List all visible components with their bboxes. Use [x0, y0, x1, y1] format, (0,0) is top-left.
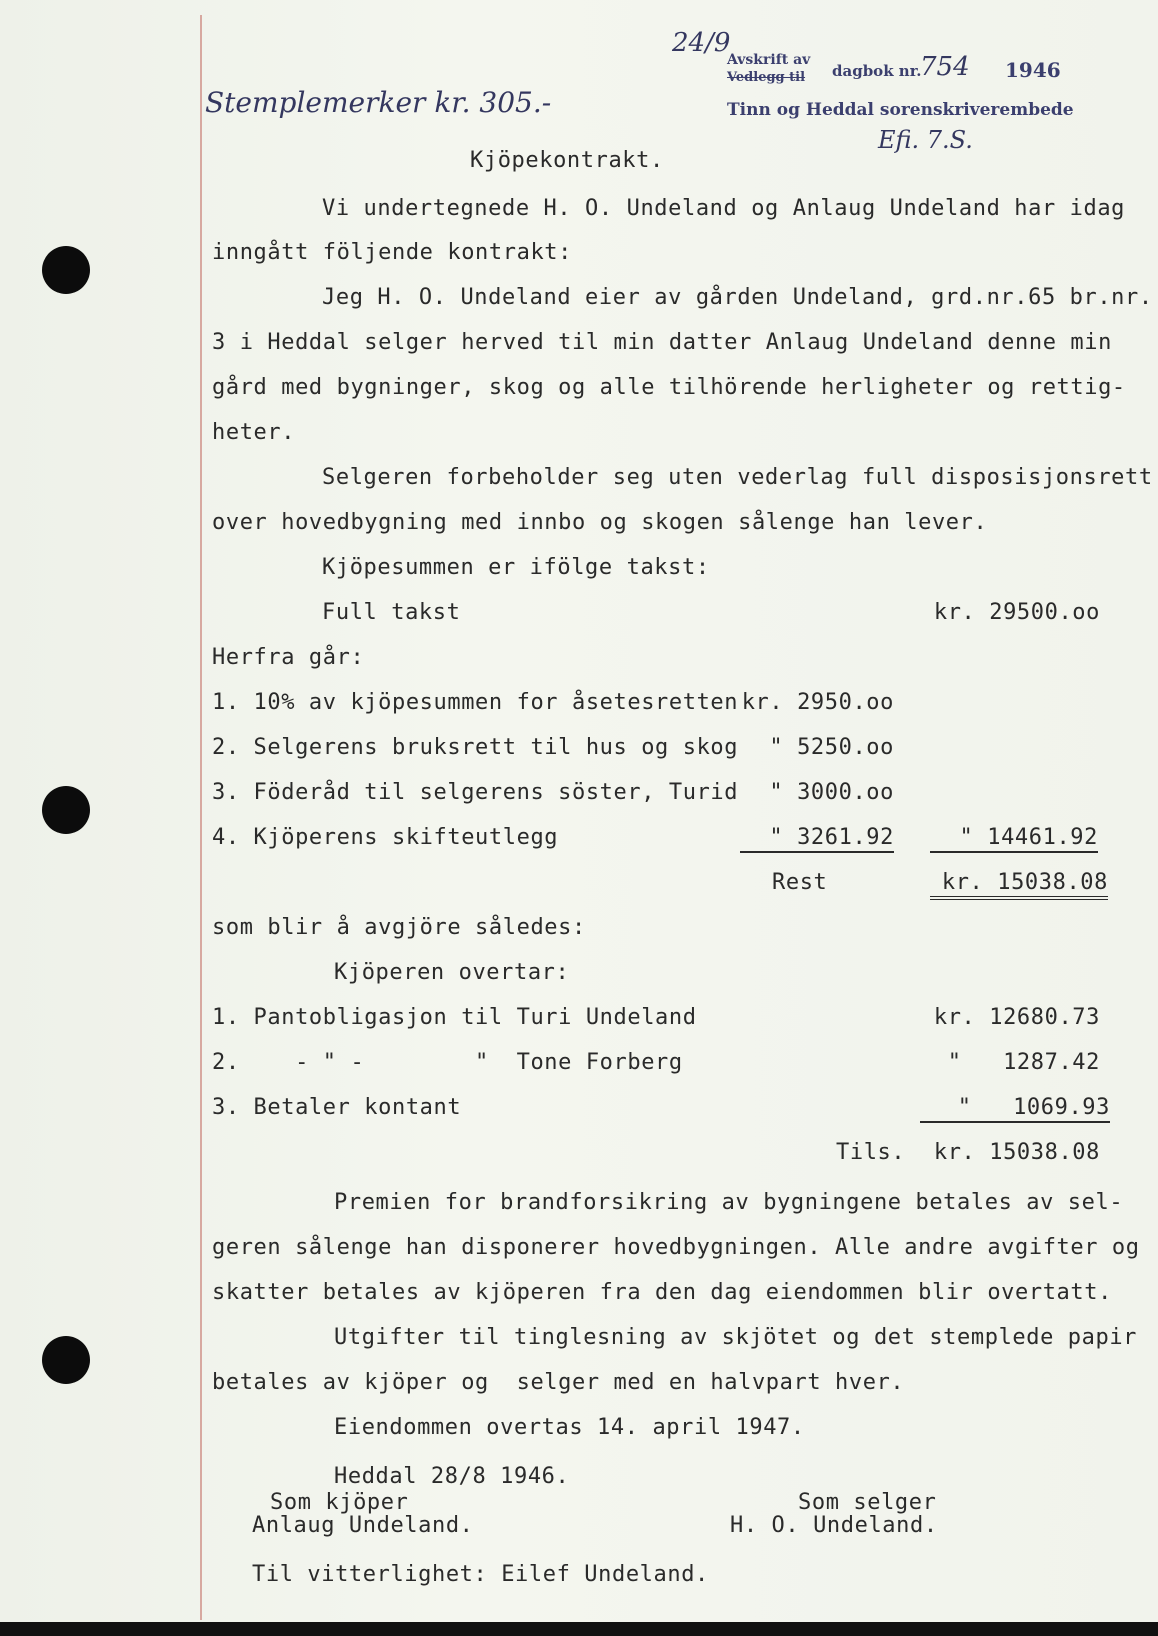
punch-hole-top	[42, 246, 90, 294]
buyer-role: Som kjöper	[270, 1490, 409, 1515]
stamp-dagbok-label: dagbok nr.	[832, 62, 922, 80]
margin-note-stamp-fee: Stemplemerker kr. 305.-	[205, 86, 552, 119]
para2-line-1: Selgeren forbeholder seg uten vederlag full disposisjonsrett	[322, 465, 1153, 490]
deduction-item-2-label: 2. Selgerens bruksrett til hus og skog	[212, 735, 739, 760]
stamp-date-handwritten: 24/9	[672, 28, 731, 58]
place-date: Heddal 28/8 1946.	[334, 1464, 570, 1489]
closing3-line: Eiendommen overtas 14. april 1947.	[334, 1415, 805, 1440]
rest-amount: kr. 15038.08	[930, 870, 1108, 900]
settlement-item-3-amount: " 1069.93	[920, 1095, 1110, 1123]
settlement-intro: som blir å avgjöre således:	[212, 915, 586, 940]
stamp-avskrift-label: Avskrift av	[727, 52, 811, 68]
deductions-label: Herfra går:	[212, 645, 365, 670]
closing2-line-1: Utgifter til tinglesning av skjötet og det stemplede papir	[334, 1325, 1138, 1350]
intro-line-1: Vi undertegnede H. O. Undeland og Anlaug Undeland har idag	[322, 196, 1126, 221]
settlement-item-3-label: 3. Betaler kontant	[212, 1095, 462, 1120]
stamp-year: 1946	[1005, 58, 1061, 82]
stamp-dagbok-number: 754	[920, 52, 970, 82]
deduction-item-1-label: 1. 10% av kjöpesummen for åsetesretten	[212, 690, 739, 715]
scan-bottom-edge	[0, 1622, 1158, 1636]
settlement-item-2-amount: " 1287.42	[947, 1050, 1100, 1075]
closing1-line-2: geren sålenge han disponerer hovedbygningen. Alle andre avgifter og	[212, 1235, 1140, 1260]
closing1-line-1: Premien for brandforsikring av bygningene betales av sel-	[334, 1190, 1124, 1215]
para3-line: Kjöpesummen er ifölge takst:	[322, 555, 710, 580]
deduction-item-2-amount: " 5250.oo	[769, 735, 894, 760]
deduction-item-1-amount: kr. 2950.oo	[741, 690, 894, 715]
margin-line	[200, 15, 202, 1620]
stamp-initials: Efi. 7.S.	[878, 126, 973, 154]
stamp-office: Tinn og Heddal sorenskriverembede	[727, 100, 1074, 120]
punch-hole-middle	[42, 786, 90, 834]
para1-line-1: Jeg H. O. Undeland eier av gården Undeland, grd.nr.65 br.nr.	[322, 285, 1153, 310]
settlement-total-label: Tils.	[836, 1140, 906, 1165]
deduction-item-4-label: 4. Kjöperens skifteutlegg	[212, 825, 559, 850]
deduction-item-3-amount: " 3000.oo	[769, 780, 894, 805]
closing2-line-2: betales av kjöper og selger med en halvpart hver.	[212, 1370, 905, 1395]
settlement-item-1-amount: kr. 12680.73	[933, 1005, 1100, 1030]
closing1-line-3: skatter betales av kjöperen fra den dag eiendommen blir overtatt.	[212, 1280, 1112, 1305]
full-takst-label: Full takst	[322, 600, 461, 625]
seller-role: Som selger	[798, 1490, 937, 1515]
seller-name: H. O. Undeland.	[730, 1513, 938, 1538]
para1-line-4: heter.	[212, 420, 296, 445]
settlement-total-amount: kr. 15038.08	[933, 1140, 1100, 1165]
full-takst-amount: kr. 29500.oo	[933, 600, 1100, 625]
buyer-name: Anlaug Undeland.	[252, 1513, 474, 1538]
settlement-item-2-label: 2. - " - " Tone Forberg	[212, 1050, 683, 1075]
punch-hole-bottom	[42, 1336, 90, 1384]
rest-label: Rest	[772, 870, 828, 895]
deductions-total: " 14461.92	[930, 825, 1098, 853]
intro-line-2: inngått följende kontrakt:	[212, 240, 572, 265]
stamp-vedlegg-label: Vedlegg til	[727, 70, 806, 85]
para2-line-2: over hovedbygning med innbo og skogen sålenge han lever.	[212, 510, 988, 535]
document-title: Kjöpekontrakt.	[470, 148, 664, 173]
settlement-item-1-label: 1. Pantobligasjon til Turi Undeland	[212, 1005, 697, 1030]
witness-line: Til vitterlighet: Eilef Undeland.	[252, 1562, 709, 1587]
para1-line-2: 3 i Heddal selger herved til min datter Anlaug Undeland denne min	[212, 330, 1112, 355]
para1-line-3: gård med bygninger, skog og alle tilhörende herligheter og rettig-	[212, 375, 1126, 400]
buyer-takes-label: Kjöperen overtar:	[334, 960, 570, 985]
deduction-item-3-label: 3. Föderåd til selgerens söster, Turid	[212, 780, 739, 805]
deduction-item-4-amount: " 3261.92	[740, 825, 894, 853]
